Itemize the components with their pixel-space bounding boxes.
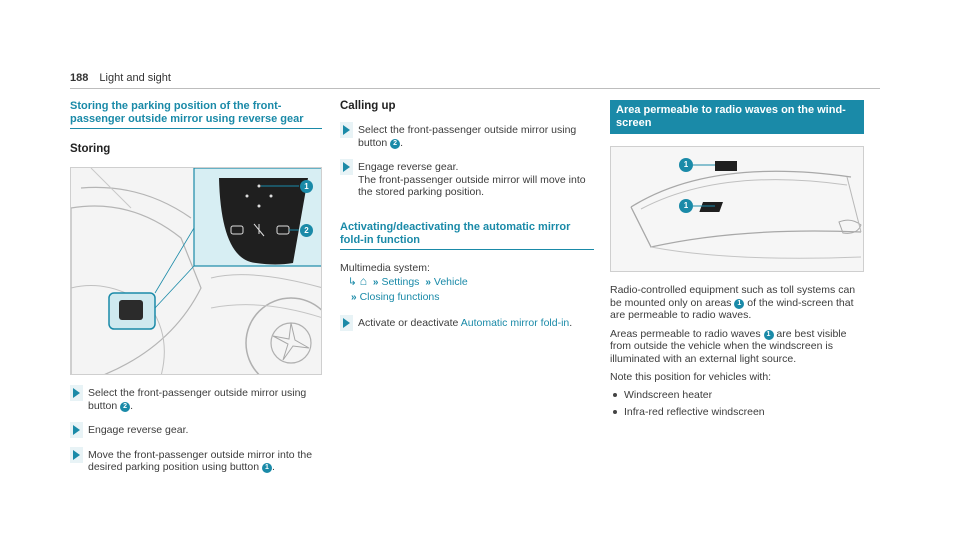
button-2-badge: 2 (120, 402, 130, 412)
auto-mirror-fold-in-option[interactable]: Automatic mirror fold-in (460, 317, 570, 329)
section-title-auto-fold: Activating/deactivating the automatic mirror fold-in function (340, 221, 594, 250)
windscreen-figure (610, 146, 864, 272)
step-engage-reverse-2: Engage reverse gear. The front-passenger outside mirror will move into the stored parking position. (340, 161, 594, 199)
section-banner-radio-waves: Area permeable to radio waves on the wind-screen (610, 100, 864, 134)
menu-path (340, 274, 594, 290)
step-activate-fold-in: Activate or deactivate Automatic mirror fold-in. (340, 317, 594, 330)
column-radio-waves (610, 100, 864, 419)
button-2-badge: 2 (390, 139, 400, 149)
column-calling-up (340, 100, 594, 330)
door-panel-illustration (71, 168, 322, 375)
paragraph-mounting: Radio-controlled equipment such as toll systems can be mounted only on areas 1 of the wind-screen that are permeable to radio waves. (610, 284, 856, 321)
chapter-title: Light and sight (99, 72, 171, 84)
subheading-calling-up: Calling up (340, 100, 396, 112)
home-icon[interactable]: ⌂ (359, 274, 367, 288)
figure-callout-1b: 1 (679, 199, 693, 213)
figure-callout-1: 1 (300, 180, 313, 193)
bullet-infrared-windscreen: Infra-red reflective windscreen (610, 406, 864, 419)
menu-closing-functions[interactable]: Closing functions (359, 291, 440, 303)
paragraph-note: Note this position for vehicles with: (610, 371, 772, 383)
step-engage-reverse: Engage reverse gear. (70, 424, 322, 437)
menu-vehicle[interactable]: Vehicle (433, 276, 468, 288)
button-1-badge: 1 (262, 463, 272, 473)
step-select-mirror-2: Select the front-passenger outside mirror using button 2 . (340, 124, 594, 149)
header-divider (70, 88, 880, 89)
menu-settings[interactable]: Settings (381, 276, 420, 288)
bullet-windscreen-heater: Windscreen heater (610, 389, 864, 402)
subheading-storing: Storing (70, 143, 111, 155)
area-1-badge: 1 (734, 299, 744, 309)
multimedia-label: Multimedia system: (340, 261, 430, 274)
section-title-storing: Storing the parking position of the front-passenger outside mirror using reverse gear (70, 100, 322, 129)
paragraph-visibility: Areas permeable to radio waves 1 are best visible from outside the vehicle when the windscreen is illuminated with an external light source. (610, 327, 847, 365)
mirror-button-figure (70, 167, 322, 375)
figure-callout-2: 2 (300, 224, 313, 237)
windscreen-illustration (611, 147, 864, 272)
chevron-icon: » (351, 292, 357, 303)
column-storing (70, 100, 322, 474)
page-number: 188 (70, 72, 89, 84)
return-arrow-icon: ↳ (348, 276, 357, 288)
step-arrow-icon (340, 315, 353, 331)
menu-path-line2 (340, 290, 594, 305)
step-arrow-icon (70, 385, 83, 401)
area-1-badge: 1 (764, 330, 774, 340)
page-header (70, 72, 171, 84)
step-arrow-icon (70, 422, 83, 438)
chevron-icon: » (372, 277, 379, 288)
step-select-mirror: Select the front-passenger outside mirror using button 2 . (70, 387, 322, 412)
step-arrow-icon (340, 122, 353, 138)
step-move-mirror: Move the front-passenger outside mirror into the desired parking position using button 1 . (70, 449, 322, 474)
step-arrow-icon (340, 159, 353, 175)
chevron-icon: » (425, 277, 431, 288)
figure-callout-1: 1 (679, 158, 693, 172)
step-arrow-icon (70, 447, 83, 463)
